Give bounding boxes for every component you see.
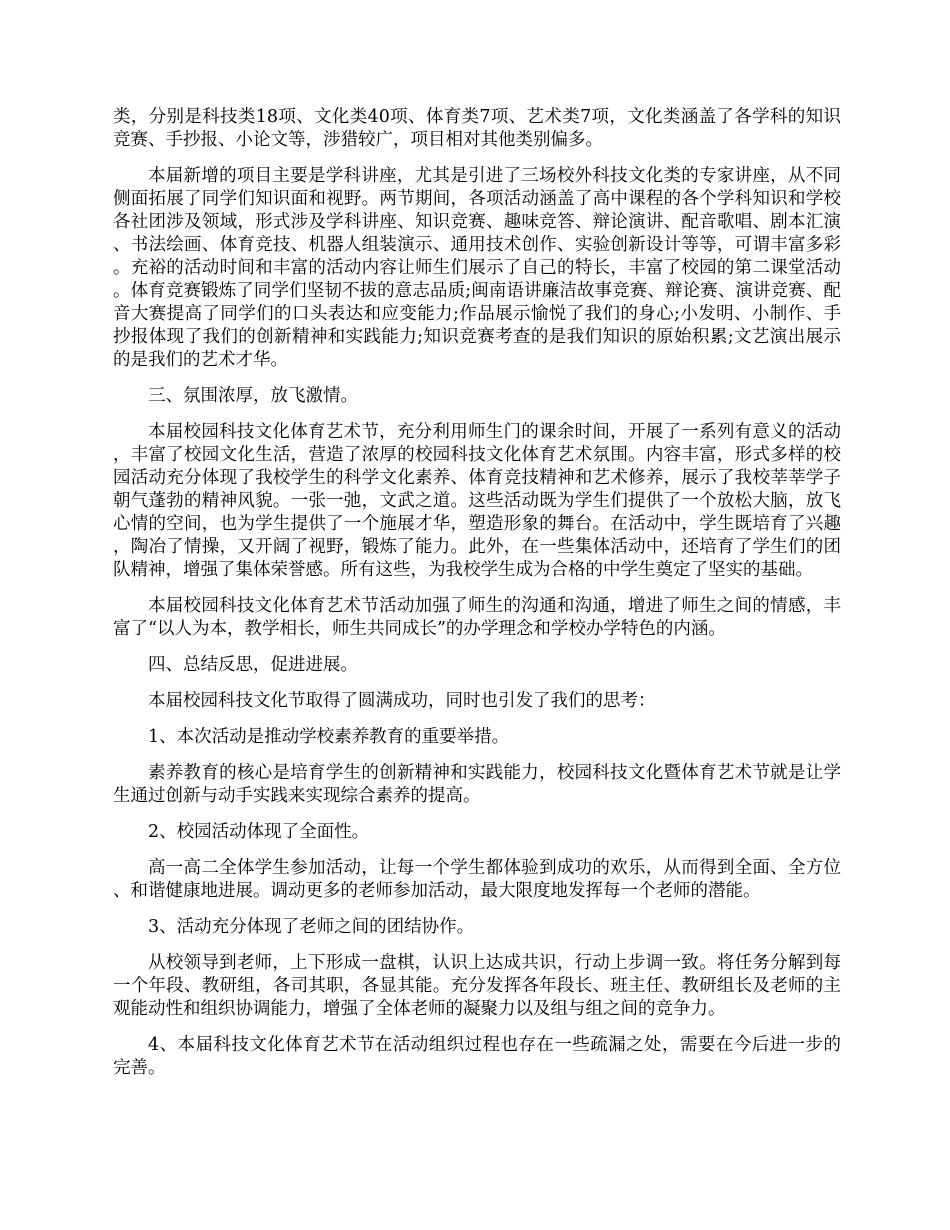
section-heading-4: 四、总结反思，促进进展。 [148,655,358,675]
paragraph-13: 从校领导到老师，上下形成一盘棋，认识上达成共识，行动上步调一致。将任务分解到每一个年段、教研组，各司其职，各显其能。充分发挥各年段长、班主任、教研组长及老师的主观能动性和组织协调能力，增强了全体老师的凝聚力以及组与组之间的竞争力。 [113,953,841,1019]
list-item-2-heading: 2、校园活动体现了全面性。 [148,822,370,842]
paragraph-2: 本届新增的项目主要是学科讲座，尤其是引进了三场校外科技文化类的专家讲座，从不同侧面拓展了同学们知识面和视野。两节期间，各项活动涵盖了高中课程的各个学科知识和学校各社团涉及领域，形式涉及学科讲座、知识竞赛、趣味竞答、辩论演讲、配音歌唱、剧本汇演、书法绘画、体育竞技、机器人组装演示、通用技术创作、实验创新设计等等，可谓丰富多彩。充裕的活动时间和丰富的活动内容让师生们展示了自己的特长，丰富了校园的第二课堂活动。体育竞赛锻炼了同学们坚韧不拔的意志品质;闽南语讲廉洁故事竞赛、辩论赛、演讲竞赛、配音大赛提高了同学们的口头表达和应变能力;作品展示愉悦了我们的身心;小发明、小制作、手抄报体现了我们的创新精神和实践能力;知识竞赛考查的是我们知识的原始积累;文艺演出展示的是我们的艺术才华。 [113,166,841,370]
list-item-4-paragraph: 4、本届科技文化体育艺术节在活动组织过程也存在一些疏漏之处，需要在今后进一步的完善。 [113,1035,841,1078]
document-page [113,106,841,1093]
paragraph-7: 本届校园科技文化节取得了圆满成功，同时也引发了我们的思考： [148,691,656,711]
list-item-3-heading: 3、活动充分体现了老师之间的团结协作。 [148,917,475,937]
paragraph-9: 素养教育的核心是培育学生的创新精神和实践能力，校园科技文化暨体育艺术节就是让学生通过创新与动手实践来实现综合素养的提高。 [113,763,841,806]
paragraph-1: 类，分别是科技类18项、文化类40项、体育类7项、艺术类7项，文化类涵盖了各学科的知识竞赛、手抄报、小论文等，涉猎较广，项目相对其他类别偏多。 [113,107,841,150]
list-item-1-heading: 1、本次活动是推动学校素养教育的重要举措。 [148,727,510,747]
paragraph-5: 本届校园科技文化体育艺术节活动加强了师生的沟通和沟通，增进了师生之间的情感，丰富了“以人为本，教学相长，师生共同成长”的办学理念和学校办学特色的内涵。 [113,596,841,639]
paragraph-4: 本届校园科技文化体育艺术节，充分利用师生门的课余时间，开展了一系列有意义的活动，丰富了校园文化生活，营造了浓厚的校园科技文化体育艺术氛围。内容丰富，形式多样的校园活动充分体现了我校学生的科学文化素养、体育竞技精神和艺术修养，展示了我校莘莘学子朝气蓬勃的精神风貌。一张一弛，文武之道。这些活动既为学生们提供了一个放松大脑，放飞心情的空间，也为学生提供了一个施展才华，塑造形象的舞台。在活动中，学生既培育了兴趣，陶冶了情操，又开阔了视野，锻炼了能力。此外，在一些集体活动中，还培育了学生们的团队精神，增强了集体荣誉感。所有这些，为我校学生成为合格的中学生奠定了坚实的基础。 [113,422,841,580]
section-heading-3: 三、氛围浓厚，放飞激情。 [148,386,358,406]
paragraph-11: 高一高二全体学生参加活动，让每一个学生都体验到成功的欢乐，从而得到全面、全方位、和谐健康地进展。调动更多的老师参加活动，最大限度地发挥每一个老师的潜能。 [113,858,841,901]
